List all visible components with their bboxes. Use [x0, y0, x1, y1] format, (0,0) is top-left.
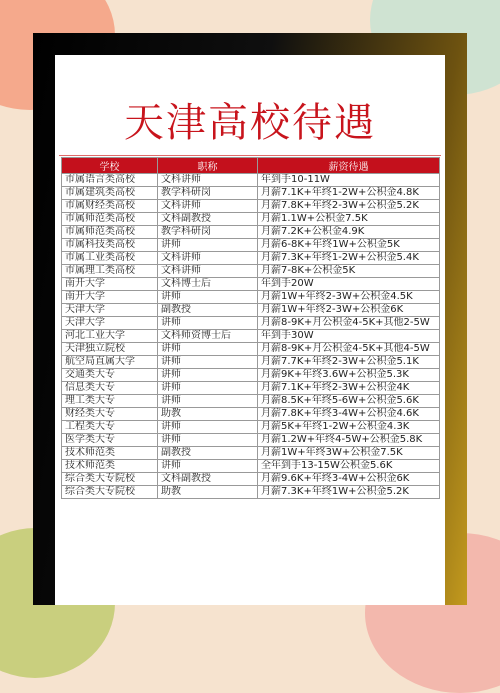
cell-school: 工程类大专: [62, 421, 158, 434]
cell-school: 市属建筑类高校: [62, 187, 158, 200]
cell-title: 文科讲师: [158, 200, 258, 213]
table-row: [62, 200, 440, 213]
cell-title: 助教: [158, 486, 258, 499]
cell-salary: 月薪1.2W+年终4-5W+公积金5.8K: [258, 434, 440, 447]
cell-school: 南开大学: [62, 291, 158, 304]
cell-school: 河北工业大学: [62, 330, 158, 343]
table-row: [62, 239, 440, 252]
cell-title: 教学科研岗: [158, 226, 258, 239]
header-title: 职称: [158, 158, 258, 174]
salary-card: [55, 55, 445, 605]
cell-salary: 月薪1.1W+公积金7.5K: [258, 213, 440, 226]
cell-school: 市属师范类高校: [62, 226, 158, 239]
cell-school: 天津大学: [62, 304, 158, 317]
cell-title: 讲师: [158, 317, 258, 330]
cell-salary: 月薪1W+年终3W+公积金7.5K: [258, 447, 440, 460]
cell-salary: 月薪7.8K+年终3-4W+公积金4.6K: [258, 408, 440, 421]
table-row: [62, 447, 440, 460]
cell-title: 文科讲师: [158, 174, 258, 187]
cell-school: 市属工业类高校: [62, 252, 158, 265]
cell-salary: 年到手20W: [258, 278, 440, 291]
cell-school: 理工类大专: [62, 395, 158, 408]
cell-salary: 月薪7.8K+年终2-3W+公积金5.2K: [258, 200, 440, 213]
cell-school: 天津大学: [62, 317, 158, 330]
table-row: [62, 486, 440, 499]
cell-title: 助教: [158, 408, 258, 421]
table-row: [62, 226, 440, 239]
cell-title: 讲师: [158, 382, 258, 395]
table-row: [62, 291, 440, 304]
header-school: 学校: [62, 158, 158, 174]
cell-title: 讲师: [158, 434, 258, 447]
table-row: [62, 369, 440, 382]
table-row: [62, 434, 440, 447]
cell-salary: 月薪9.6K+年终3-4W+公积金6K: [258, 473, 440, 486]
table-row: [62, 304, 440, 317]
cell-school: 市属财经类高校: [62, 200, 158, 213]
table-row: [62, 174, 440, 187]
cell-school: 南开大学: [62, 278, 158, 291]
cell-school: 技术师范类: [62, 447, 158, 460]
table-row: [62, 395, 440, 408]
cell-school: 市属师范类高校: [62, 213, 158, 226]
table-row: [62, 330, 440, 343]
cell-title: 讲师: [158, 239, 258, 252]
table-row: [62, 343, 440, 356]
cell-title: 讲师: [158, 291, 258, 304]
cell-salary: 月薪7.3K+年终1W+公积金5.2K: [258, 486, 440, 499]
cell-title: 文科师资博士后: [158, 330, 258, 343]
table-header-row: [62, 158, 440, 174]
table-row: [62, 213, 440, 226]
cell-salary: 年到手10-11W: [258, 174, 440, 187]
cell-school: 医学类大专: [62, 434, 158, 447]
cell-salary: 月薪8.5K+年终5-6W+公积金5.6K: [258, 395, 440, 408]
salary-table: [61, 157, 440, 499]
cell-salary: 月薪9K+年终3.6W+公积金5.3K: [258, 369, 440, 382]
cell-title: 文科副教授: [158, 213, 258, 226]
cell-salary: 月薪1W+年终2-3W+公积金4.5K: [258, 291, 440, 304]
table-row: [62, 187, 440, 200]
table-row: [62, 421, 440, 434]
cell-salary: 年到手30W: [258, 330, 440, 343]
title-divider: [59, 155, 441, 156]
cell-school: 天津独立院校: [62, 343, 158, 356]
cell-salary: 月薪7.3K+年终1-2W+公积金5.4K: [258, 252, 440, 265]
cell-school: 技术师范类: [62, 460, 158, 473]
cell-title: 讲师: [158, 343, 258, 356]
cell-school: 信息类大专: [62, 382, 158, 395]
cell-school: 市属理工类高校: [62, 265, 158, 278]
cell-school: 综合类大专院校: [62, 486, 158, 499]
cell-salary: 月薪8-9K+月公积金4-5K+其他2-5W: [258, 317, 440, 330]
table-row: [62, 408, 440, 421]
cell-salary: 月薪7-8K+公积金5K: [258, 265, 440, 278]
cell-salary: 月薪1W+年终2-3W+公积金6K: [258, 304, 440, 317]
cell-title: 文科讲师: [158, 252, 258, 265]
cell-salary: 月薪8-9K+月公积金4-5K+其他4-5W: [258, 343, 440, 356]
cell-title: 讲师: [158, 356, 258, 369]
table-row: [62, 317, 440, 330]
cell-salary: 月薪7.7K+年终2-3W+公积金5.1K: [258, 356, 440, 369]
cell-title: 文科博士后: [158, 278, 258, 291]
header-salary: 薪资待遇: [258, 158, 440, 174]
cell-title: 讲师: [158, 421, 258, 434]
cell-salary: 月薪6-8K+年终1W+公积金5K: [258, 239, 440, 252]
cell-title: 文科讲师: [158, 265, 258, 278]
cell-school: 市属科技类高校: [62, 239, 158, 252]
cell-salary: 月薪7.1K+年终1-2W+公积金4.8K: [258, 187, 440, 200]
cell-salary: 月薪7.2K+公积金4.9K: [258, 226, 440, 239]
cell-salary: 月薪7.1K+年终2-3W+公积金4K: [258, 382, 440, 395]
cell-salary: 全年到手13-15W公积金5.6K: [258, 460, 440, 473]
cell-title: 讲师: [158, 369, 258, 382]
cell-salary: 月薪5K+年终1-2W+公积金4.3K: [258, 421, 440, 434]
cell-school: 交通类大专: [62, 369, 158, 382]
table-row: [62, 265, 440, 278]
cell-school: 航空局直属大学: [62, 356, 158, 369]
table-row: [62, 356, 440, 369]
cell-title: 讲师: [158, 460, 258, 473]
table-row: [62, 382, 440, 395]
table-row: [62, 473, 440, 486]
cell-title: 文科副教授: [158, 473, 258, 486]
page-title: 天津高校待遇: [124, 100, 376, 146]
cell-school: 财经类大专: [62, 408, 158, 421]
cell-title: 教学科研岗: [158, 187, 258, 200]
table-row: [62, 252, 440, 265]
cell-title: 讲师: [158, 395, 258, 408]
table-row: [62, 460, 440, 473]
table-row: [62, 278, 440, 291]
cell-title: 副教授: [158, 304, 258, 317]
cell-school: 综合类大专院校: [62, 473, 158, 486]
cell-school: 市属语言类高校: [62, 174, 158, 187]
cell-title: 副教授: [158, 447, 258, 460]
